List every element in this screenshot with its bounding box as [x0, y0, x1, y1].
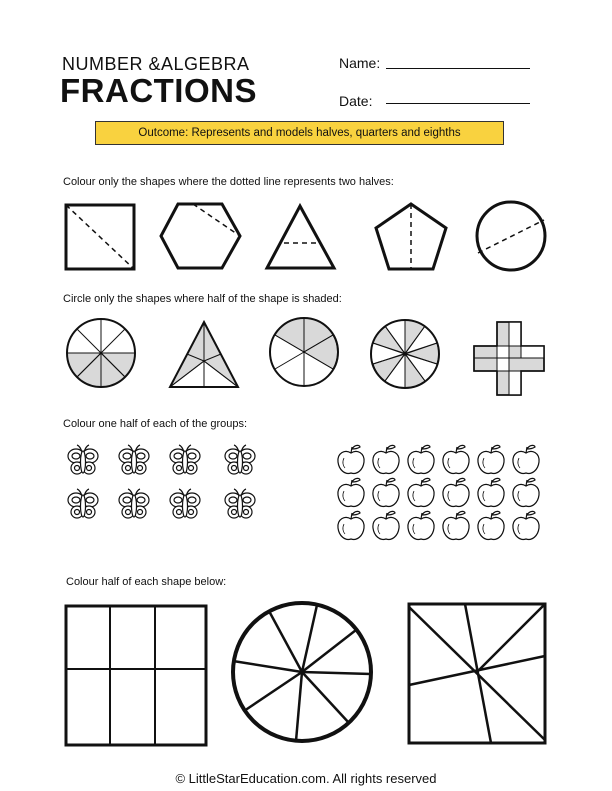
instruction-3: Colour one half of each of the groups:: [63, 418, 248, 430]
instruction-4: Colour half of each shape below:: [66, 576, 227, 588]
grid-rectangle[interactable]: [66, 606, 206, 745]
instruction-1: Colour only the shapes where the dotted line represents two halves:: [63, 176, 394, 188]
divided-square[interactable]: [409, 604, 545, 743]
instruction-2: Circle only the shapes where half of the shape is shaded:: [63, 293, 342, 305]
divided-circle[interactable]: [233, 603, 371, 741]
subject-heading: NUMBER &ALGEBRA: [62, 54, 250, 74]
page-title: FRACTIONS: [60, 72, 257, 109]
name-label: Name:: [339, 55, 381, 71]
outcome-text: Outcome: Represents and models halves, quarters and eighths: [138, 127, 461, 139]
footer-copyright: © LittleStarEducation.com. All rights reserved: [175, 771, 437, 786]
date-label: Date:: [339, 93, 373, 109]
